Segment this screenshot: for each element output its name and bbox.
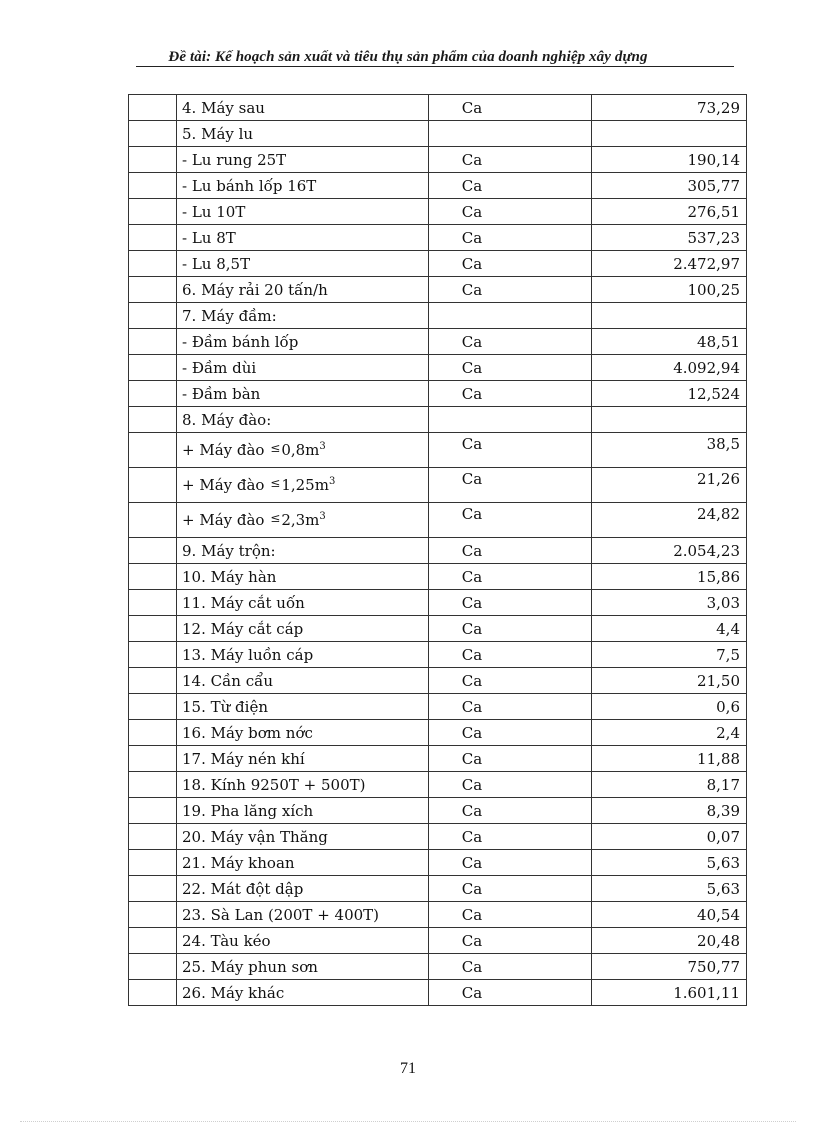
unit-cell: Ca: [429, 746, 592, 772]
index-cell: [129, 95, 177, 121]
item-name-cell: - Đầm bánh lốp: [177, 329, 429, 355]
excavator-prefix: + Máy đào: [182, 475, 265, 494]
value-cell: 73,29: [592, 95, 747, 121]
value-cell: 0,6: [592, 694, 747, 720]
unit-cell: Ca: [429, 95, 592, 121]
unit-cell: Ca: [429, 564, 592, 590]
table-row: [129, 277, 747, 303]
item-name-cell: 6. Máy rải 20 tấn/h: [177, 277, 429, 303]
value-cell: [592, 303, 747, 329]
index-cell: [129, 173, 177, 199]
value-cell: 21,26: [592, 468, 747, 503]
less-equal-symbol: ≤: [270, 475, 281, 490]
table-row: [129, 642, 747, 668]
value-cell: 750,77: [592, 954, 747, 980]
value-cell: 21,50: [592, 668, 747, 694]
item-name-cell: 5. Máy lu: [177, 121, 429, 147]
table-row: [129, 355, 747, 381]
value-cell: 11,88: [592, 746, 747, 772]
unit-cell: Ca: [429, 503, 592, 538]
value-cell: 15,86: [592, 564, 747, 590]
unit-cell: Ca: [429, 902, 592, 928]
item-name-cell: 8. Máy đào:: [177, 407, 429, 433]
index-cell: [129, 980, 177, 1006]
table-row: [129, 616, 747, 642]
index-cell: [129, 954, 177, 980]
index-cell: [129, 746, 177, 772]
table-row: [129, 121, 747, 147]
table-row: [129, 694, 747, 720]
index-cell: [129, 642, 177, 668]
table-row: [129, 564, 747, 590]
unit-cell: Ca: [429, 772, 592, 798]
unit-cell: [429, 407, 592, 433]
index-cell: [129, 538, 177, 564]
footer-divider: [20, 1121, 796, 1122]
value-cell: 7,5: [592, 642, 747, 668]
table-row: [129, 251, 747, 277]
unit-cell: [429, 303, 592, 329]
value-cell: [592, 121, 747, 147]
index-cell: [129, 928, 177, 954]
less-equal-symbol: ≤: [270, 440, 281, 455]
value-cell: 2,4: [592, 720, 747, 746]
item-name-cell: 24. Tàu kéo: [177, 928, 429, 954]
table-row: [129, 199, 747, 225]
index-cell: [129, 616, 177, 642]
table-row: [129, 824, 747, 850]
machine-shifts-table: [128, 94, 746, 1006]
value-cell: 3,03: [592, 590, 747, 616]
unit-cell: Ca: [429, 980, 592, 1006]
unit-cell: Ca: [429, 277, 592, 303]
index-cell: [129, 503, 177, 538]
value-cell: 276,51: [592, 199, 747, 225]
page-number: 71: [400, 1060, 416, 1077]
unit-cell: Ca: [429, 147, 592, 173]
index-cell: [129, 468, 177, 503]
index-cell: [129, 902, 177, 928]
item-name-cell: 18. Kính 9250T + 500T): [177, 772, 429, 798]
index-cell: [129, 668, 177, 694]
index-cell: [129, 251, 177, 277]
item-name-cell: 20. Máy vận Thăng: [177, 824, 429, 850]
value-cell: 20,48: [592, 928, 747, 954]
item-name-cell: - Lu rung 25T: [177, 147, 429, 173]
item-name-cell: 23. Sà Lan (200T + 400T): [177, 902, 429, 928]
item-name-cell: 13. Máy luồn cáp: [177, 642, 429, 668]
item-name-cell: - Đầm bàn: [177, 381, 429, 407]
value-cell: 2.472,97: [592, 251, 747, 277]
item-name-cell: 10. Máy hàn: [177, 564, 429, 590]
unit-cell: Ca: [429, 850, 592, 876]
unit-cell: Ca: [429, 199, 592, 225]
item-name-cell: 26. Máy khác: [177, 980, 429, 1006]
table-row: [129, 503, 747, 538]
value-cell: 537,23: [592, 225, 747, 251]
unit-cell: Ca: [429, 590, 592, 616]
table-row: [129, 720, 747, 746]
index-cell: [129, 147, 177, 173]
index-cell: [129, 590, 177, 616]
index-cell: [129, 355, 177, 381]
item-name-cell: [177, 433, 429, 468]
table-row: [129, 303, 747, 329]
table-row: [129, 538, 747, 564]
item-name-cell: 9. Máy trộn:: [177, 538, 429, 564]
unit-cell: Ca: [429, 642, 592, 668]
exponent: 3: [319, 510, 326, 522]
table-row: [129, 590, 747, 616]
unit-cell: Ca: [429, 954, 592, 980]
unit-cell: Ca: [429, 798, 592, 824]
item-name-cell: 12. Máy cắt cáp: [177, 616, 429, 642]
item-name-cell: [177, 468, 429, 503]
table-row: [129, 468, 747, 503]
table-row: [129, 876, 747, 902]
exponent: 3: [328, 475, 336, 487]
value-cell: 2.054,23: [592, 538, 747, 564]
unit-cell: Ca: [429, 433, 592, 468]
unit-cell: Ca: [429, 468, 592, 503]
excavator-prefix: + Máy đào: [182, 440, 265, 459]
index-cell: [129, 824, 177, 850]
value-cell: 5,63: [592, 850, 747, 876]
unit-cell: Ca: [429, 824, 592, 850]
item-name-cell: - Lu bánh lốp 16T: [177, 173, 429, 199]
value-cell: 12,524: [592, 381, 747, 407]
index-cell: [129, 850, 177, 876]
table-row: [129, 433, 747, 468]
excavator-prefix: + Máy đào: [182, 510, 265, 529]
table-row: [129, 850, 747, 876]
item-name-cell: - Lu 8T: [177, 225, 429, 251]
value-cell: 24,82: [592, 503, 747, 538]
item-name-cell: 16. Máy bơm nớc: [177, 720, 429, 746]
index-cell: [129, 798, 177, 824]
unit-cell: Ca: [429, 173, 592, 199]
unit-cell: [429, 121, 592, 147]
excavator-capacity: 0,8m: [281, 440, 320, 459]
index-cell: [129, 277, 177, 303]
unit-cell: Ca: [429, 381, 592, 407]
item-name-cell: 17. Máy nén khí: [177, 746, 429, 772]
index-cell: [129, 121, 177, 147]
value-cell: 8,39: [592, 798, 747, 824]
index-cell: [129, 303, 177, 329]
unit-cell: Ca: [429, 694, 592, 720]
table-row: [129, 668, 747, 694]
excavator-capacity: 1,25m: [281, 475, 329, 494]
item-name-cell: [177, 503, 429, 538]
table-row: [129, 928, 747, 954]
item-name-cell: - Đầm dùi: [177, 355, 429, 381]
table-body: [129, 95, 747, 1006]
index-cell: [129, 876, 177, 902]
item-name-cell: 25. Máy phun sơn: [177, 954, 429, 980]
value-cell: 48,51: [592, 329, 747, 355]
value-cell: 1.601,11: [592, 980, 747, 1006]
unit-cell: Ca: [429, 876, 592, 902]
index-cell: [129, 407, 177, 433]
table-row: [129, 329, 747, 355]
item-name-cell: 22. Mát đột dập: [177, 876, 429, 902]
item-name-cell: 11. Máy cắt uốn: [177, 590, 429, 616]
excavator-capacity: 2,3m: [281, 510, 320, 529]
less-equal-symbol: ≤: [270, 510, 281, 525]
index-cell: [129, 225, 177, 251]
index-cell: [129, 199, 177, 225]
unit-cell: Ca: [429, 616, 592, 642]
table-row: [129, 980, 747, 1006]
unit-cell: Ca: [429, 720, 592, 746]
table-row: [129, 772, 747, 798]
value-cell: 0,07: [592, 824, 747, 850]
item-name-cell: 14. Cần cẩu: [177, 668, 429, 694]
unit-cell: Ca: [429, 538, 592, 564]
value-cell: 305,77: [592, 173, 747, 199]
table-row: [129, 407, 747, 433]
index-cell: [129, 694, 177, 720]
value-cell: 4.092,94: [592, 355, 747, 381]
value-cell: 5,63: [592, 876, 747, 902]
item-name-cell: 4. Máy sau: [177, 95, 429, 121]
index-cell: [129, 772, 177, 798]
unit-cell: Ca: [429, 251, 592, 277]
value-cell: [592, 407, 747, 433]
table-row: [129, 173, 747, 199]
table-row: [129, 225, 747, 251]
item-name-cell: 21. Máy khoan: [177, 850, 429, 876]
unit-cell: Ca: [429, 329, 592, 355]
exponent: 3: [319, 440, 326, 452]
unit-cell: Ca: [429, 668, 592, 694]
index-cell: [129, 720, 177, 746]
index-cell: [129, 433, 177, 468]
table-row: [129, 954, 747, 980]
item-name-cell: - Lu 8,5T: [177, 251, 429, 277]
value-cell: 190,14: [592, 147, 747, 173]
document-header-title: Đề tài: Kế hoạch sản xuất và tiêu thụ sản phẩm của doanh nghiệp xây dựng: [168, 49, 648, 65]
item-name-cell: 19. Pha lăng xích: [177, 798, 429, 824]
table-row: [129, 902, 747, 928]
value-cell: 8,17: [592, 772, 747, 798]
item-name-cell: - Lu 10T: [177, 199, 429, 225]
value-cell: 40,54: [592, 902, 747, 928]
value-cell: 4,4: [592, 616, 747, 642]
table-row: [129, 147, 747, 173]
value-cell: 38,5: [592, 433, 747, 468]
index-cell: [129, 329, 177, 355]
header-underline: [136, 66, 734, 67]
unit-cell: Ca: [429, 355, 592, 381]
table-row: [129, 381, 747, 407]
unit-cell: Ca: [429, 928, 592, 954]
table-row: [129, 798, 747, 824]
index-cell: [129, 564, 177, 590]
item-name-cell: 7. Máy đầm:: [177, 303, 429, 329]
table-row: [129, 95, 747, 121]
index-cell: [129, 381, 177, 407]
unit-cell: Ca: [429, 225, 592, 251]
value-cell: 100,25: [592, 277, 747, 303]
table-row: [129, 746, 747, 772]
item-name-cell: 15. Từ điện: [177, 694, 429, 720]
